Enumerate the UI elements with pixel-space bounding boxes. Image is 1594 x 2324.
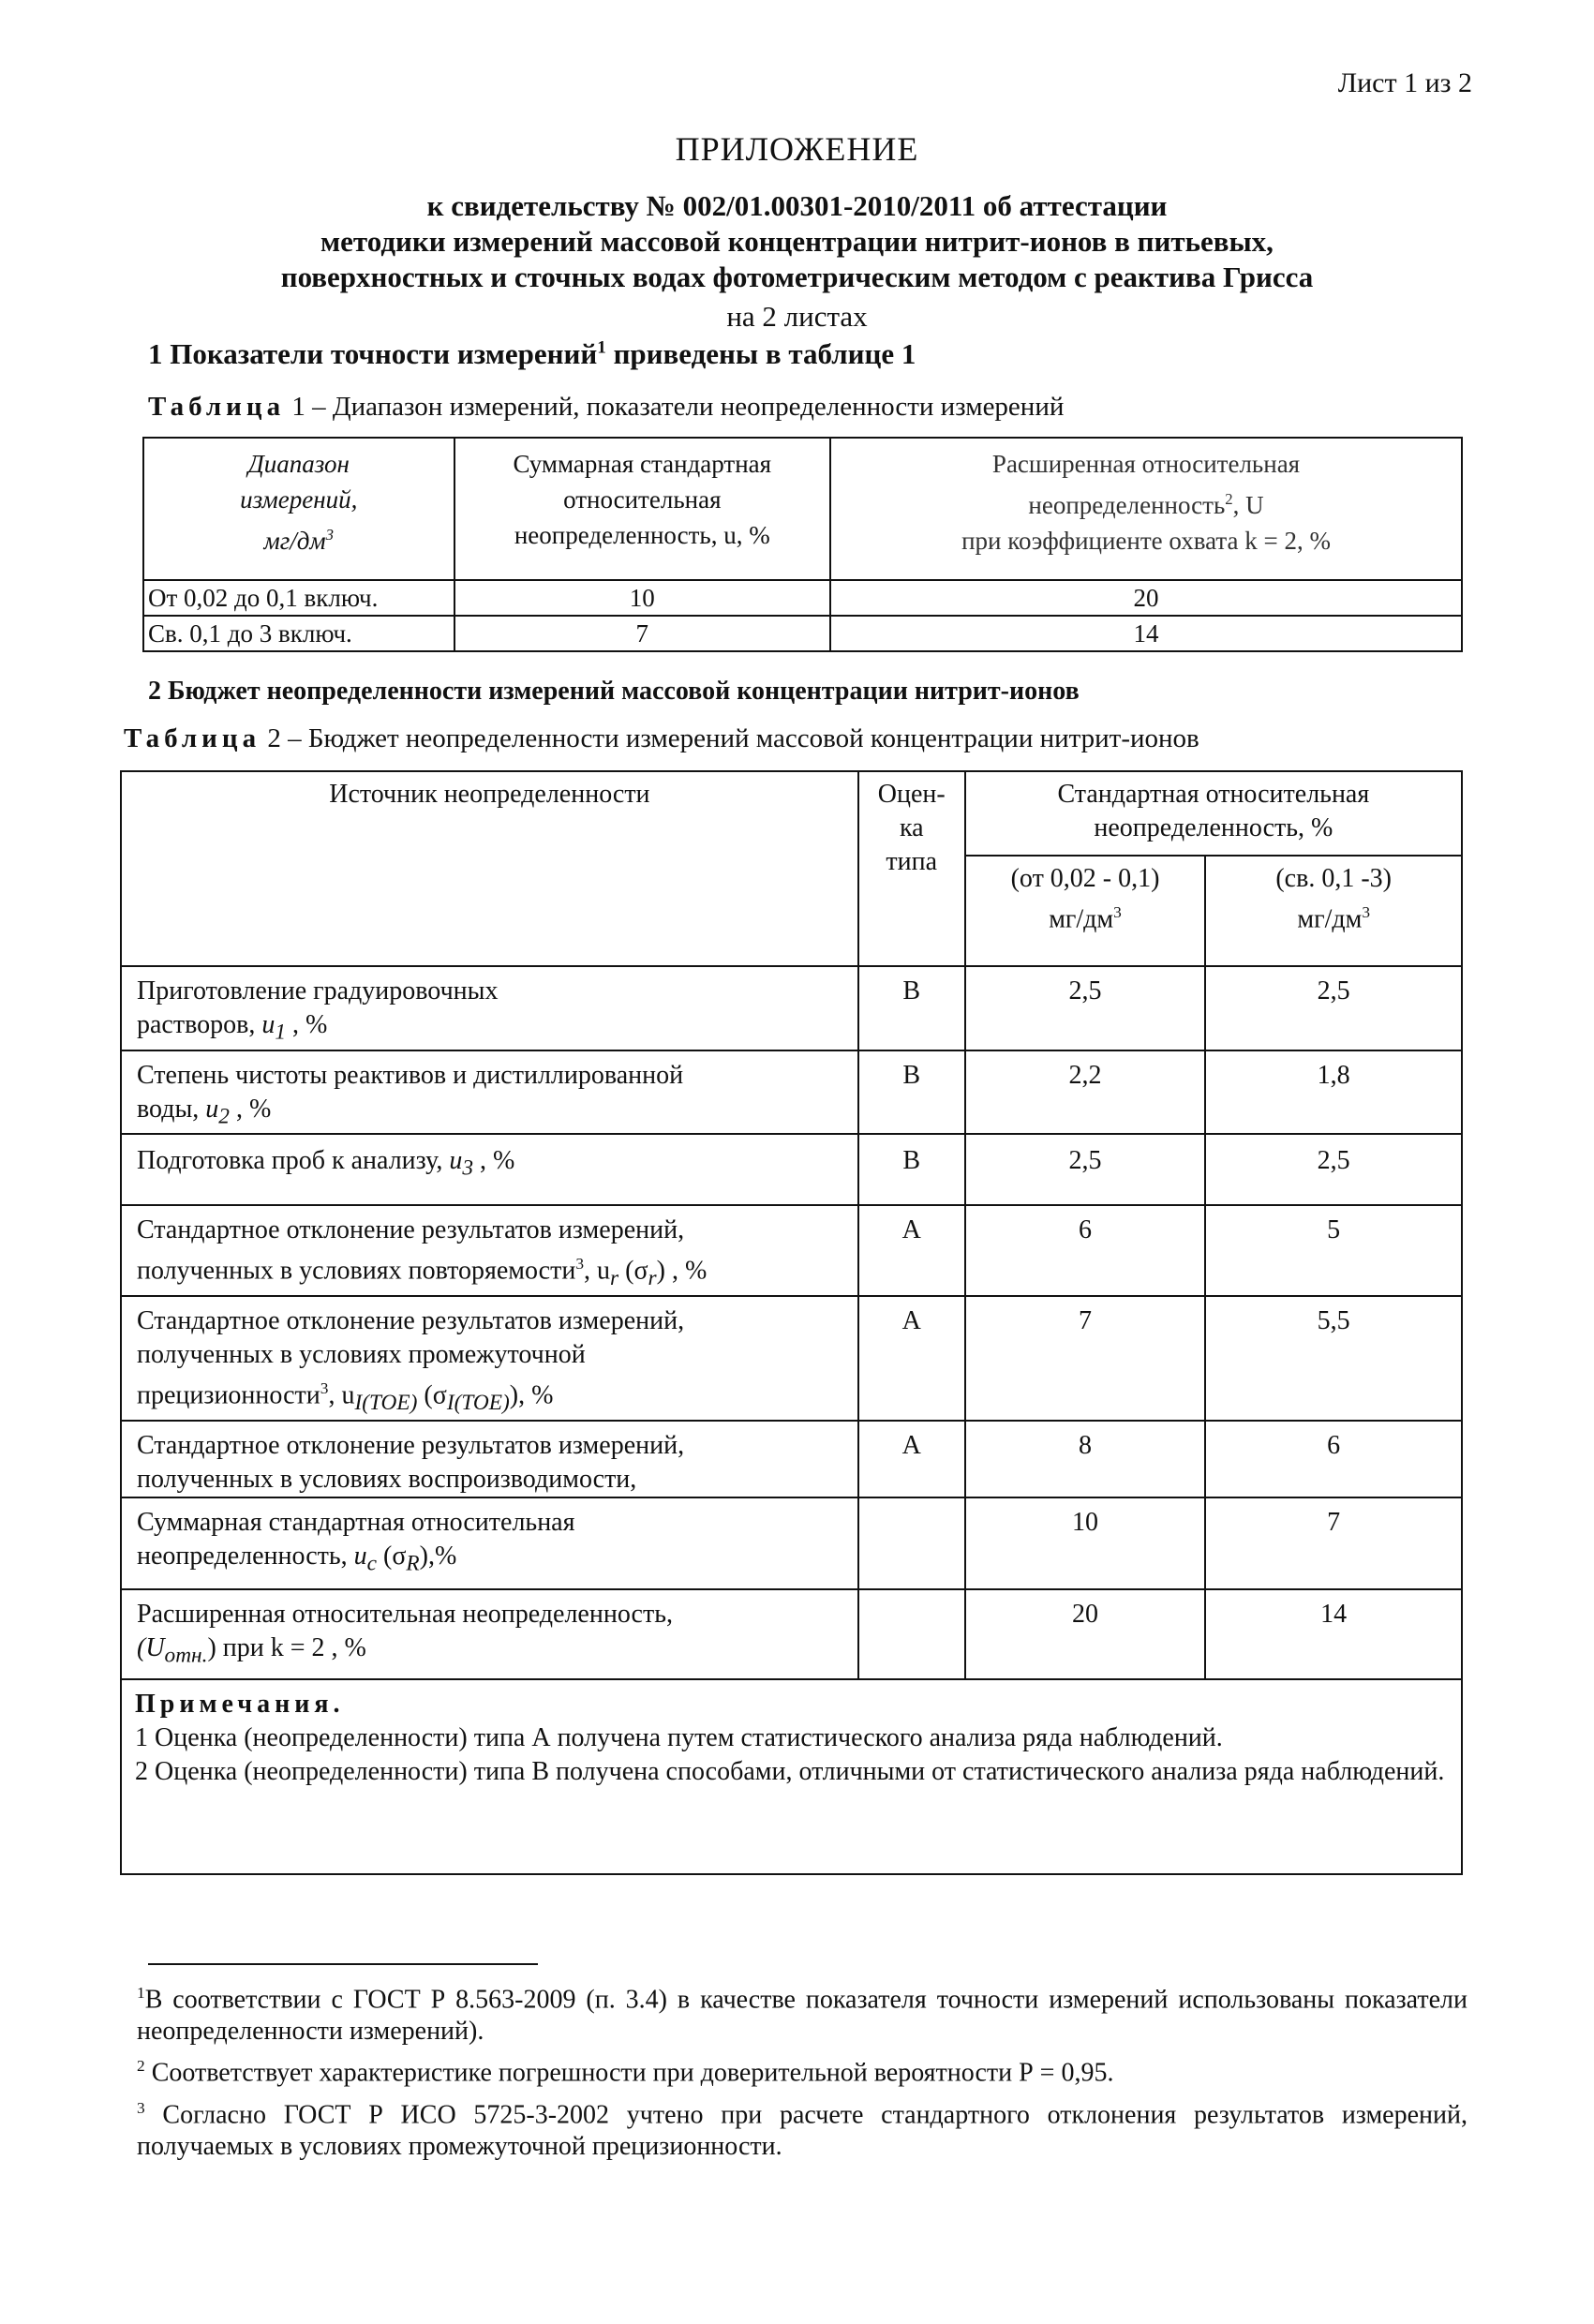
table-cell-source: Расширенная относительная неопределенность, $(U_{отн.})$ при k = 2 , % [121, 1589, 858, 1679]
section-2-heading: 2 Бюджет неопределенности измерений массовой концентрации нитрит-ионов [148, 677, 1080, 706]
table-row [143, 580, 1462, 616]
table-cell-standard: 10 [454, 580, 831, 616]
appendix-title: ПРИЛОЖЕНИЕ [675, 130, 919, 168]
notes-title: Примечания. [135, 1690, 345, 1720]
table-row [121, 1134, 1462, 1205]
table-1-header-standard: Суммарная стандартная относительная неопределенность, u, % [454, 438, 831, 580]
table-row [121, 1296, 1462, 1421]
table-cell-type: В [858, 1050, 965, 1135]
table-cell-expanded: 20 [830, 580, 1462, 616]
table-cell-expanded: 14 [830, 616, 1462, 651]
table-cell-type: В [858, 1134, 965, 1205]
table-cell-range: От 0,02 до 0,1 включ. [143, 580, 454, 616]
table-cell-source: Стандартное отклонение результатов измерений, полученных в условиях повторяемости$^3$, $u_r$ $(\sigma_r)$ , % [121, 1205, 858, 1296]
table-2-header-source: Источник неопределенности [121, 771, 858, 966]
table-cell-value-1: 10 [965, 1497, 1206, 1589]
table-cell-value-1: 20 [965, 1589, 1206, 1679]
table-cell-source: Приготовление градуировочных растворов, $u_1$ , % [121, 966, 858, 1050]
table-cell-type: А [858, 1205, 965, 1296]
footnote-2: $^2$ Соответствует характеристике погрешности при доверительной вероятности Р = 0,95. [137, 2057, 1114, 2088]
table-cell-value-1: 2,5 [965, 966, 1206, 1050]
header-line-2: методики измерений массовой концентрации нитрит-ионов в питьевых, [320, 225, 1274, 258]
note-2: 2 Оценка (неопределенности) типа В получена способами, отличными от статистического анализа ряда наблюдений. [135, 1757, 1445, 1787]
footnote-3: $^3$ Согласно ГОСТ Р ИСО 5725-3-2002 учтено при расчете стандартного отклонения результатов измерений, получаемых в условиях промежуточной прецизионности. [137, 2099, 1467, 2162]
table-cell-source: Стандартное отклонение результатов измерений, полученных в условиях воспроизводимости, [121, 1421, 858, 1497]
table-cell-type: А [858, 1421, 965, 1497]
table-cell-value-2: 1,8 [1205, 1050, 1462, 1135]
footnote-1: $^1$В соответствии с ГОСТ Р 8.563-2009 (п. 3.4) в качестве показателя точности измерений использованы показатели неопределенности измерений). [137, 1984, 1467, 2047]
table-2 [120, 770, 1463, 1875]
table-1-header-row [143, 438, 1462, 580]
table-cell-source: Степень чистоты реактивов и дистиллированной воды, $u_2$ , % [121, 1050, 858, 1135]
table-2-header-type: Оцен- ка типа [858, 771, 965, 966]
header-line-1: к свидетельству № 002/01.00301-2010/2011 об аттестации [426, 189, 1168, 222]
table-cell-value-2: 7 [1205, 1497, 1462, 1589]
table-cell-type: А [858, 1296, 965, 1421]
table-row [121, 966, 1462, 1050]
table-row-combined [121, 1497, 1462, 1589]
table-cell-standard: 7 [454, 616, 831, 651]
table-cell-type [858, 1589, 965, 1679]
table-row [143, 616, 1462, 651]
table-cell-range: Св. 0,1 до 3 включ. [143, 616, 454, 651]
table-cell-value-1: 6 [965, 1205, 1206, 1296]
table-cell-value-1: 2,2 [965, 1050, 1206, 1135]
note-1: 1 Оценка (неопределенности) типа А получена путем статистического анализа ряда наблюдений. [135, 1723, 1223, 1753]
header-line-3: поверхностных и сточных водах фотометрическим методом с реактива Грисса [280, 261, 1314, 293]
table-2-header-range-1: (от 0,02 - 0,1) $мг/дм^3$ [965, 856, 1206, 966]
table-1-caption: Таблица 1 – Диапазон измерений, показатели неопределенности измерений [148, 392, 1065, 422]
table-cell-value-2: 6 [1205, 1421, 1462, 1497]
table-row-expanded [121, 1589, 1462, 1679]
table-cell-value-2: 5,5 [1205, 1296, 1462, 1421]
table-cell-value-1: 7 [965, 1296, 1206, 1421]
table-1-header-range: Диапазон измерений, $мг/дм^3$ [143, 438, 454, 580]
table-row [121, 1421, 1462, 1497]
footnote-divider [148, 1963, 538, 1965]
header-line-4: на 2 листах [726, 300, 868, 333]
table-1-header-expanded: Расширенная относительная неопределенность$^2$, U при коэффициенте охвата k = 2, % [830, 438, 1462, 580]
table-cell-source: Стандартное отклонение результатов измерений, полученных в условиях промежуточной прецизионности$^3$, $u_{I(TOE)}$ $(\sigma_{I(TOE)})$, % [121, 1296, 858, 1421]
table-cell-value-1: 2,5 [965, 1134, 1206, 1205]
notes [121, 1679, 1462, 1874]
table-cell-source: Суммарная стандартная относительная неопределенность, $u_c$ $(\sigma_R),\%$ [121, 1497, 858, 1589]
table-2-notes-row [121, 1679, 1462, 1874]
sheet-number: Лист 1 из 2 [1337, 67, 1472, 98]
table-2-header-range-2: (св. 0,1 -3) $мг/дм^3$ [1205, 856, 1462, 966]
table-cell-value-2: 2,5 [1205, 1134, 1462, 1205]
table-cell-type: В [858, 966, 965, 1050]
table-row [121, 1050, 1462, 1135]
table-1 [142, 437, 1463, 652]
table-2-header-standard: Стандартная относительная неопределенность, % [965, 771, 1462, 856]
table-cell-source: Подготовка проб к анализу, $u_3$ , % [121, 1134, 858, 1205]
section-1-heading: 1 Показатели точности измерений$^1$ приведены в таблице 1 [148, 337, 916, 370]
table-cell-type [858, 1497, 965, 1589]
table-2-header-row [121, 771, 1462, 856]
table-row [121, 1205, 1462, 1296]
table-cell-value-2: 14 [1205, 1589, 1462, 1679]
table-2-caption: Таблица 2 – Бюджет неопределенности измерений массовой концентрации нитрит-ионов [124, 723, 1199, 753]
table-cell-value-2: 5 [1205, 1205, 1462, 1296]
table-cell-value-2: 2,5 [1205, 966, 1462, 1050]
table-cell-value-1: 8 [965, 1421, 1206, 1497]
